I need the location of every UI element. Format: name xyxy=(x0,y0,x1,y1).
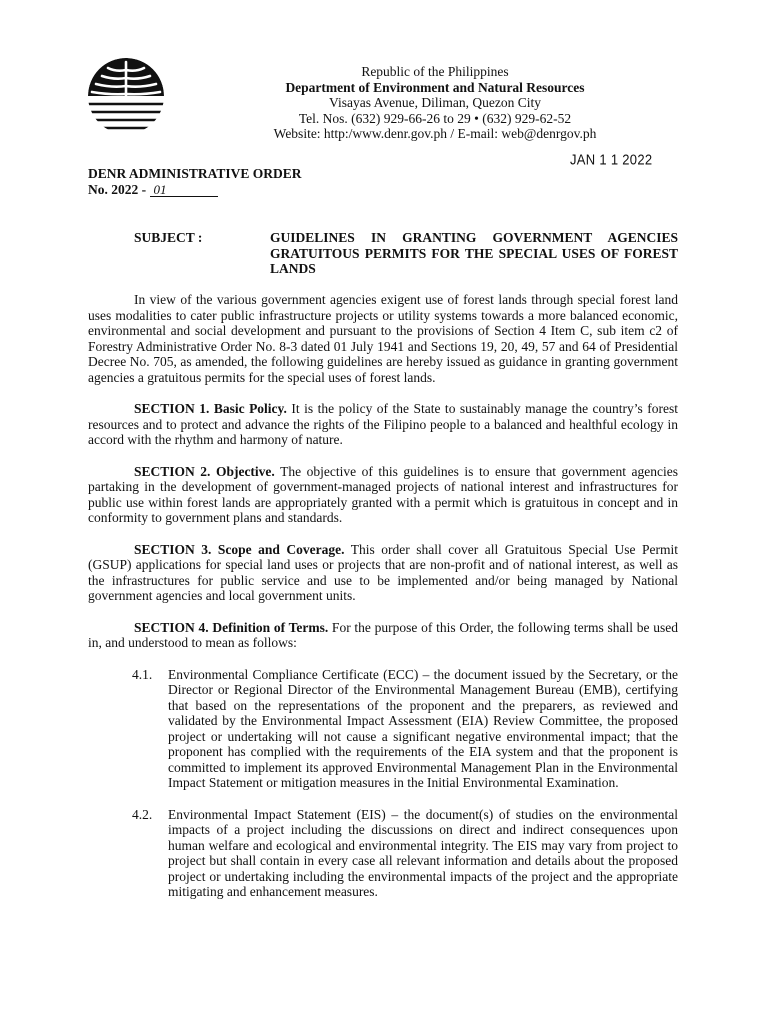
section-1-heading: SECTION 1. Basic Policy. xyxy=(134,401,287,416)
definition-text: Environmental Compliance Certificate (ECC) – the document issued by the Secretary, or the Director or Regional Director of the Environmental Management Bureau (EMB), certifying that based on the representations of the proponent and the preparers, as reviewed and validated by the Environmental Impact Assessment (EIA) Review Committee, the proposed project or undertaking will not cause a significant negative environmental impact; that the proponent has complied with the requirements of the EIA system and that the proponent is committed to implement its approved Environmental Management Plan in the Environmental Impact Statement or mitigation measures in the Initial Environmental Examination. xyxy=(168,666,678,790)
document-body xyxy=(88,292,678,916)
order-date-stamp: JAN 1 1 2022 xyxy=(570,151,653,168)
denr-logo xyxy=(86,56,166,136)
letterhead xyxy=(240,64,630,142)
section-1-text: It is the policy of the State to sustainably manage the country’s forest resources and to protect and advance the rights of the Filipino people to a balanced and healthful ecology in accord with the rhythm and harmony of nature. xyxy=(88,401,678,447)
order-title: DENR ADMINISTRATIVE ORDER xyxy=(88,166,302,181)
definition-4-1 xyxy=(88,667,678,791)
section-3 xyxy=(88,542,678,604)
section-3-text: This order shall cover all Gratuitous Special Use Permit (GSUP) applications for special land uses or projects that are non-profit and of national interest, as well as the infrastructures for public service and use to be implemented and/or being managed by National government agencies and local government units. xyxy=(88,541,678,603)
section-4-text: For the purpose of this Order, the following terms shall be used in, and understood to mean as follows: xyxy=(88,619,678,650)
section-4-heading: SECTION 4. Definition of Terms. xyxy=(134,619,329,635)
section-2 xyxy=(88,464,678,526)
order-number xyxy=(88,182,302,198)
intro-paragraph: In view of the various government agencies exigent use of forest lands through special forest land uses modalities to cater public infrastructure projects or utility systems towards a more balanced economic, environmental and social development and pursuant to the provisions of Section 4 Item C, sub item c2 of Forestry Administrative Order No. 8-3 dated 01 July 1941 and Sections 19, 20, 49, 57 and 64 of Presidential Decree No. 705, as amended, the following guidelines are hereby issued as guidance in granting government agencies a gratuitous permits for the special uses of forest lands. xyxy=(88,292,678,385)
letterhead-department: Department of Environment and Natural Resources xyxy=(285,79,585,95)
definition-text: Environmental Impact Statement (EIS) – the document(s) of studies on the environmental impacts of a project including the discussions on direct and indirect consequences upon human welfare and ecological and environmental integrity. The EIS may vary from project to project but shall contain in every case all relevant information and details about the proposed project or undertaking including the environmental impacts of the project and the appropriate mitigating and enhancement measures. xyxy=(168,806,678,899)
definition-4-2 xyxy=(88,807,678,900)
letterhead-web-email: Website: http:/www.denr.gov.ph / E-mail: web@denrgov.ph xyxy=(273,126,597,141)
letterhead-address: Visayas Avenue, Diliman, Quezon City xyxy=(329,95,541,110)
letterhead-phone: Tel. Nos. (632) 929-66-26 to 29 • (632) 929-62-52 xyxy=(298,110,572,126)
definition-number: 4.2. xyxy=(132,806,153,822)
section-2-heading: SECTION 2. Objective. xyxy=(134,463,275,479)
section-3-heading: SECTION 3. Scope and Coverage. xyxy=(134,541,345,557)
definition-number: 4.1. xyxy=(132,666,153,682)
order-heading xyxy=(88,166,302,197)
order-number-value: 01 xyxy=(150,183,218,197)
order-number-prefix: No. 2022 - xyxy=(88,181,147,197)
subject-label: SUBJECT : xyxy=(134,230,203,245)
letterhead-country: Republic of the Philippines xyxy=(361,64,509,79)
section-4 xyxy=(88,620,678,651)
section-2-text: The objective of this guidelines is to ensure that government agencies partaking in the development of government-managed projects of national interest and infrastructures for public use within forest lands are appropriately granted with a permit which is gratuitous in concept and in conformity to government plans and standards. xyxy=(88,463,679,525)
subject-text: GUIDELINES IN GRANTING GOVERNMENT AGENCIES GRATUITOUS PERMITS FOR THE SPECIAL USES OF FOREST LANDS xyxy=(270,230,678,276)
section-1 xyxy=(88,401,678,448)
